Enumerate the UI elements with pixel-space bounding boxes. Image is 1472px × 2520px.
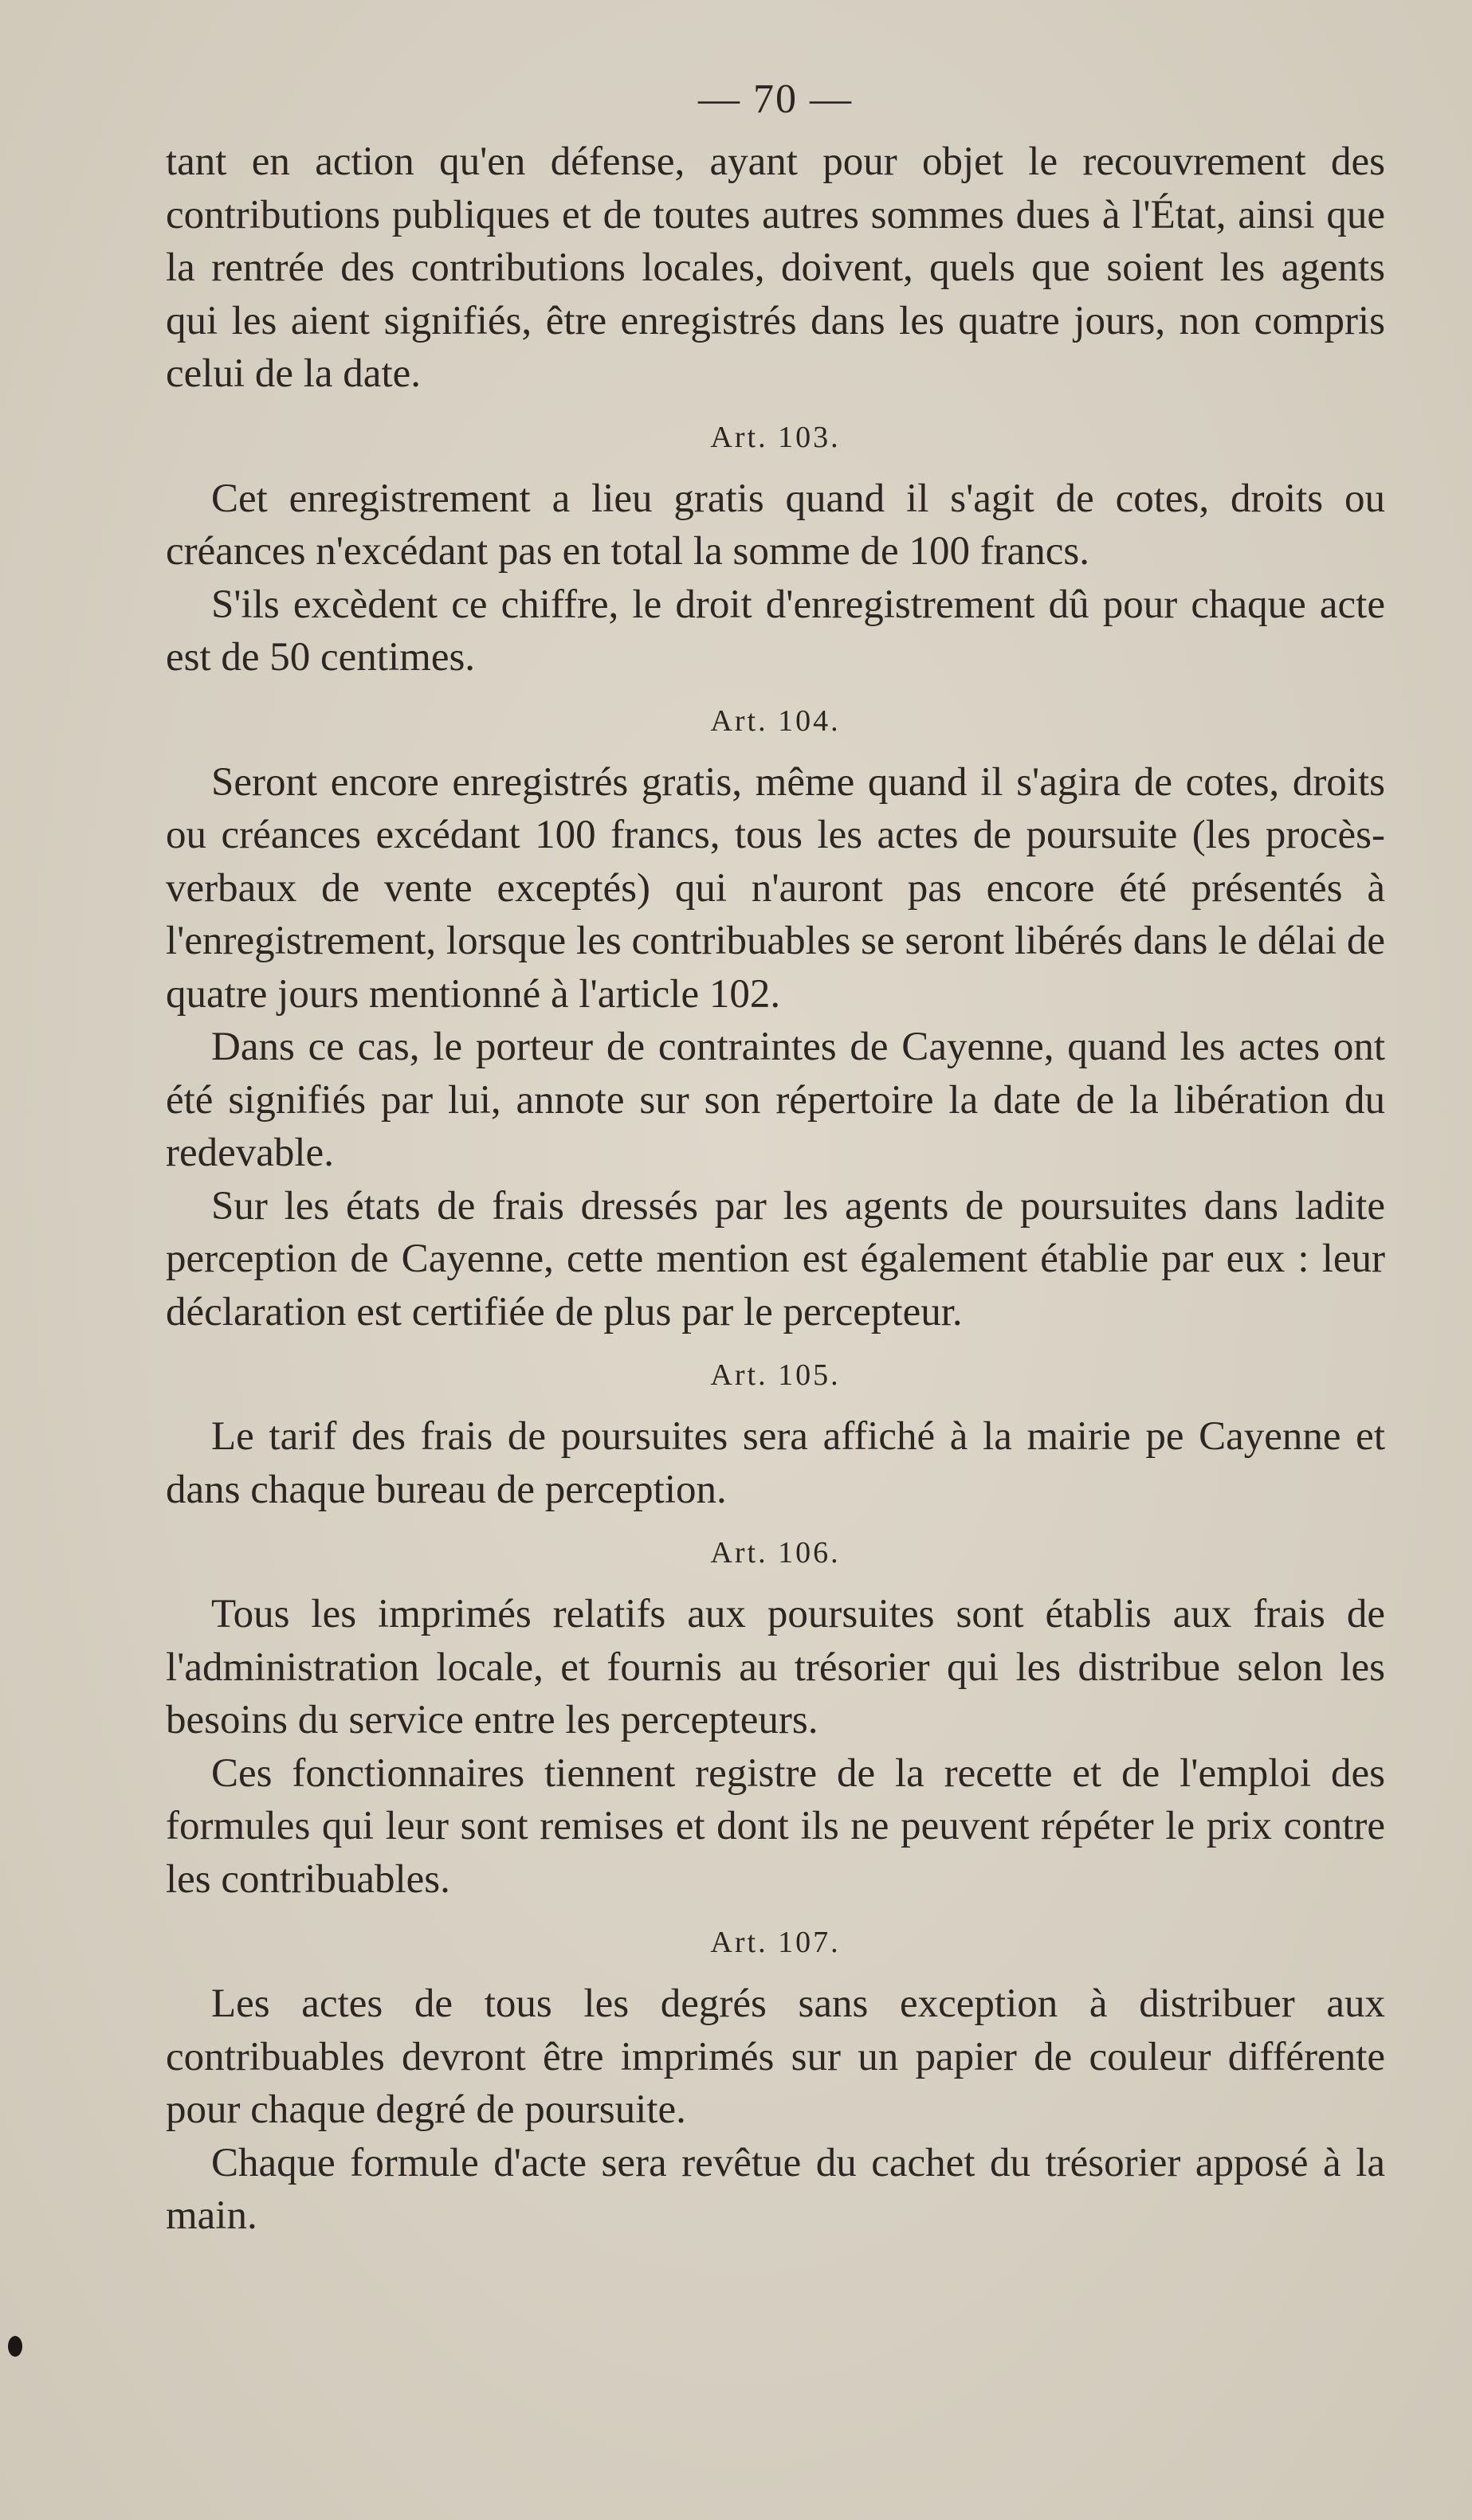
paragraph: Tous les imprimés relatifs aux poursuites sont établis aux frais de l'administration locale, et fournis au trésorier qui les distribue selon les besoins du service entre les percepteurs. bbox=[166, 1592, 1385, 1742]
paragraph: Cet enregistrement a lieu gratis quand il s'agit de cotes, droits ou créances n'excédant pas en total la somme de 100 francs. bbox=[166, 476, 1385, 574]
page-number: — 70 — bbox=[698, 76, 853, 122]
paragraph: Les actes de tous les degrés sans exception à distribuer aux contribuables devront être imprimés sur un papier de couleur différente pour chaque degré de poursuite. bbox=[166, 1981, 1385, 2132]
ink-spot bbox=[8, 2336, 22, 2357]
paragraph: S'ils excèdent ce chiffre, le droit d'enregistrement dû pour chaque acte est de 50 centimes. bbox=[166, 582, 1385, 680]
article-heading: Art. 107. bbox=[710, 1926, 841, 1959]
paragraph: Seront encore enregistrés gratis, même quand il s'agira de cotes, droits ou créances excédant 100 francs, tous les actes de poursuite (les procès-verbaux de vente exceptés) qui n'auront pas encore été présentés à l'enregistrement, lorsque les contribuables se seront libérés dans le délai de quatre jours mentionné à l'article 102. bbox=[166, 759, 1385, 1017]
paragraph: tant en action qu'en défense, ayant pour objet le recouvrement des contributions publiques et de toutes autres sommes dues à l'État, ainsi que la rentrée des contributions locales, doivent, quels que soient les agents qui les aient signifiés, être enregistrés dans les quatre jours, non compris celui de la date. bbox=[166, 139, 1385, 396]
page-content bbox=[166, 135, 1385, 2243]
paragraph: Ces fonctionnaires tiennent registre de la recette et de l'emploi des formules qui leur sont remises et dont ils ne peuvent répéter le prix contre les contribuables. bbox=[166, 1750, 1385, 1902]
paragraph: Chaque formule d'acte sera revêtue du cachet du trésorier apposé à la main. bbox=[166, 2140, 1385, 2238]
article-heading: Art. 104. bbox=[710, 703, 841, 738]
page-text bbox=[166, 64, 1385, 2243]
paragraph: Le tarif des frais de poursuites sera affiché à la mairie pe Cayenne et dans chaque bureau de perception. bbox=[166, 1414, 1385, 1512]
article-heading: Art. 105. bbox=[710, 1358, 841, 1392]
paragraph: Sur les états de frais dressés par les agents de poursuites dans ladite perception de Cayenne, cette mention est également établie par eux : leur déclaration est certifiée de plus par le percepteur. bbox=[166, 1183, 1385, 1334]
article-heading: Art. 106. bbox=[710, 1536, 841, 1570]
article-heading: Art. 103. bbox=[710, 420, 841, 454]
paragraph: Dans ce cas, le porteur de contraintes de Cayenne, quand les actes ont été signifiés par lui, annote sur son répertoire la date de la libération du redevable. bbox=[166, 1025, 1385, 1175]
